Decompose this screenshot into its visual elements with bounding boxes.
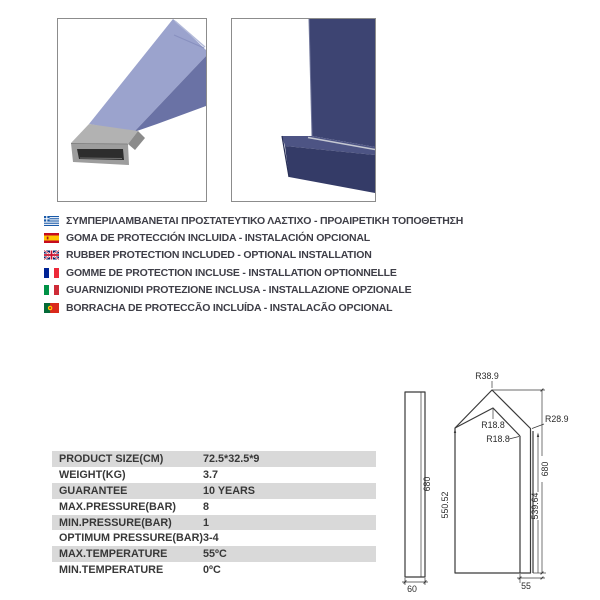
dim-side-width: 60: [407, 584, 417, 594]
notice-portuguese: [44, 299, 463, 316]
cap-edge-line: [71, 144, 128, 145]
notice-text: GUARNIZIONIDI PROTEZIONE INCLUSA - INSTALLAZIONE OPZIONALE: [66, 284, 412, 297]
notice-spanish: [44, 229, 463, 246]
spec-label: MAX.TEMPERATURE: [59, 548, 168, 561]
notice-greek: [44, 212, 463, 229]
notice-text: RUBBER PROTECTION INCLUDED - OPTIONAL INSTALLATION: [66, 249, 372, 262]
notice-english: [44, 247, 463, 264]
post-render-icon: [232, 19, 375, 201]
table-row: [52, 515, 376, 531]
dim-total-height: 680: [540, 461, 550, 477]
dim-left-height: 550.52: [440, 491, 450, 519]
technical-drawing: [395, 356, 595, 600]
spec-label: MIN.PRESSURE(BAR): [59, 516, 172, 529]
notice-text: GOMME DE PROTECTION INCLUSE - INSTALLATION OPTIONNELLE: [66, 266, 397, 279]
spec-value: 0ºC: [203, 564, 221, 577]
dim-peak-radius: R38.9: [475, 371, 499, 381]
dim-inner-corner-radius: R18.8: [486, 434, 510, 444]
spec-label: PRODUCT SIZE(CM): [59, 452, 164, 465]
spec-value: 72.5*32.5*9: [203, 452, 260, 465]
spec-label: GUARANTEE: [59, 484, 128, 497]
dim-inner-height: 539.64: [530, 492, 540, 520]
notice-text: BORRACHA DE PROTECCÃO INCLUÍDA - INSTALACÃO OPCIONAL: [66, 301, 393, 314]
notice-french: [44, 264, 463, 281]
spain-flag-icon: [44, 233, 59, 243]
table-row: [52, 546, 376, 562]
dim-inner-peak-radius: R18.8: [481, 420, 505, 430]
notice-italian: [44, 282, 463, 299]
spec-value: 55ºC: [203, 548, 227, 561]
spec-value: 10 YEARS: [203, 484, 256, 497]
notice-text: ΣΥΜΠΕΡΙΛΑΜΒΑΝΕΤΑΙ ΠΡΟΣΤΑΤΕΥΤΙΚΟ ΛΑΣΤΙΧΟ - ΠΡΟΑΙΡΕΤΙΚΗ ΤΟΠΟΘΕΤΗΣΗ: [66, 214, 464, 227]
greece-flag-icon: [44, 216, 59, 226]
spec-table: [52, 451, 376, 578]
table-row: [52, 451, 376, 467]
product-photo-post: [231, 18, 376, 202]
spec-label: MIN.TEMPERATURE: [59, 564, 164, 577]
spec-label: MAX.PRESSURE(BAR): [59, 500, 176, 513]
portugal-flag-icon: [44, 303, 59, 313]
spec-value: 3-4: [203, 532, 219, 545]
cap-slot-lip: [80, 158, 122, 159]
table-row: [52, 562, 376, 578]
product-photo-arm: [57, 18, 207, 202]
table-row: [52, 530, 376, 546]
dim-side-height: 680: [422, 476, 432, 492]
multilingual-notices: [44, 212, 463, 316]
post-plank-face: [309, 19, 375, 147]
arm-render-icon: [58, 19, 206, 201]
spec-label: WEIGHT(KG): [59, 468, 126, 481]
spec-label: OPTIMUM PRESSURE(BAR): [59, 532, 203, 545]
table-row: [52, 467, 376, 483]
uk-flag-icon: [44, 250, 59, 260]
france-flag-icon: [44, 268, 59, 278]
table-row: [52, 483, 376, 499]
table-row: [52, 499, 376, 515]
notice-text: GOMA DE PROTECCIÓN INCLUIDA - INSTALACIÓN OPCIONAL: [66, 232, 371, 245]
drawing-front-view: [440, 371, 569, 591]
drawing-side-view: [402, 392, 432, 594]
spec-value: 3.7: [203, 468, 219, 481]
spec-value: 8: [203, 500, 210, 513]
dim-bar-width: 55: [521, 581, 531, 591]
italy-flag-icon: [44, 285, 59, 295]
spec-value: 1: [203, 516, 210, 529]
dim-outer-corner-radius: R28.9: [545, 414, 569, 424]
